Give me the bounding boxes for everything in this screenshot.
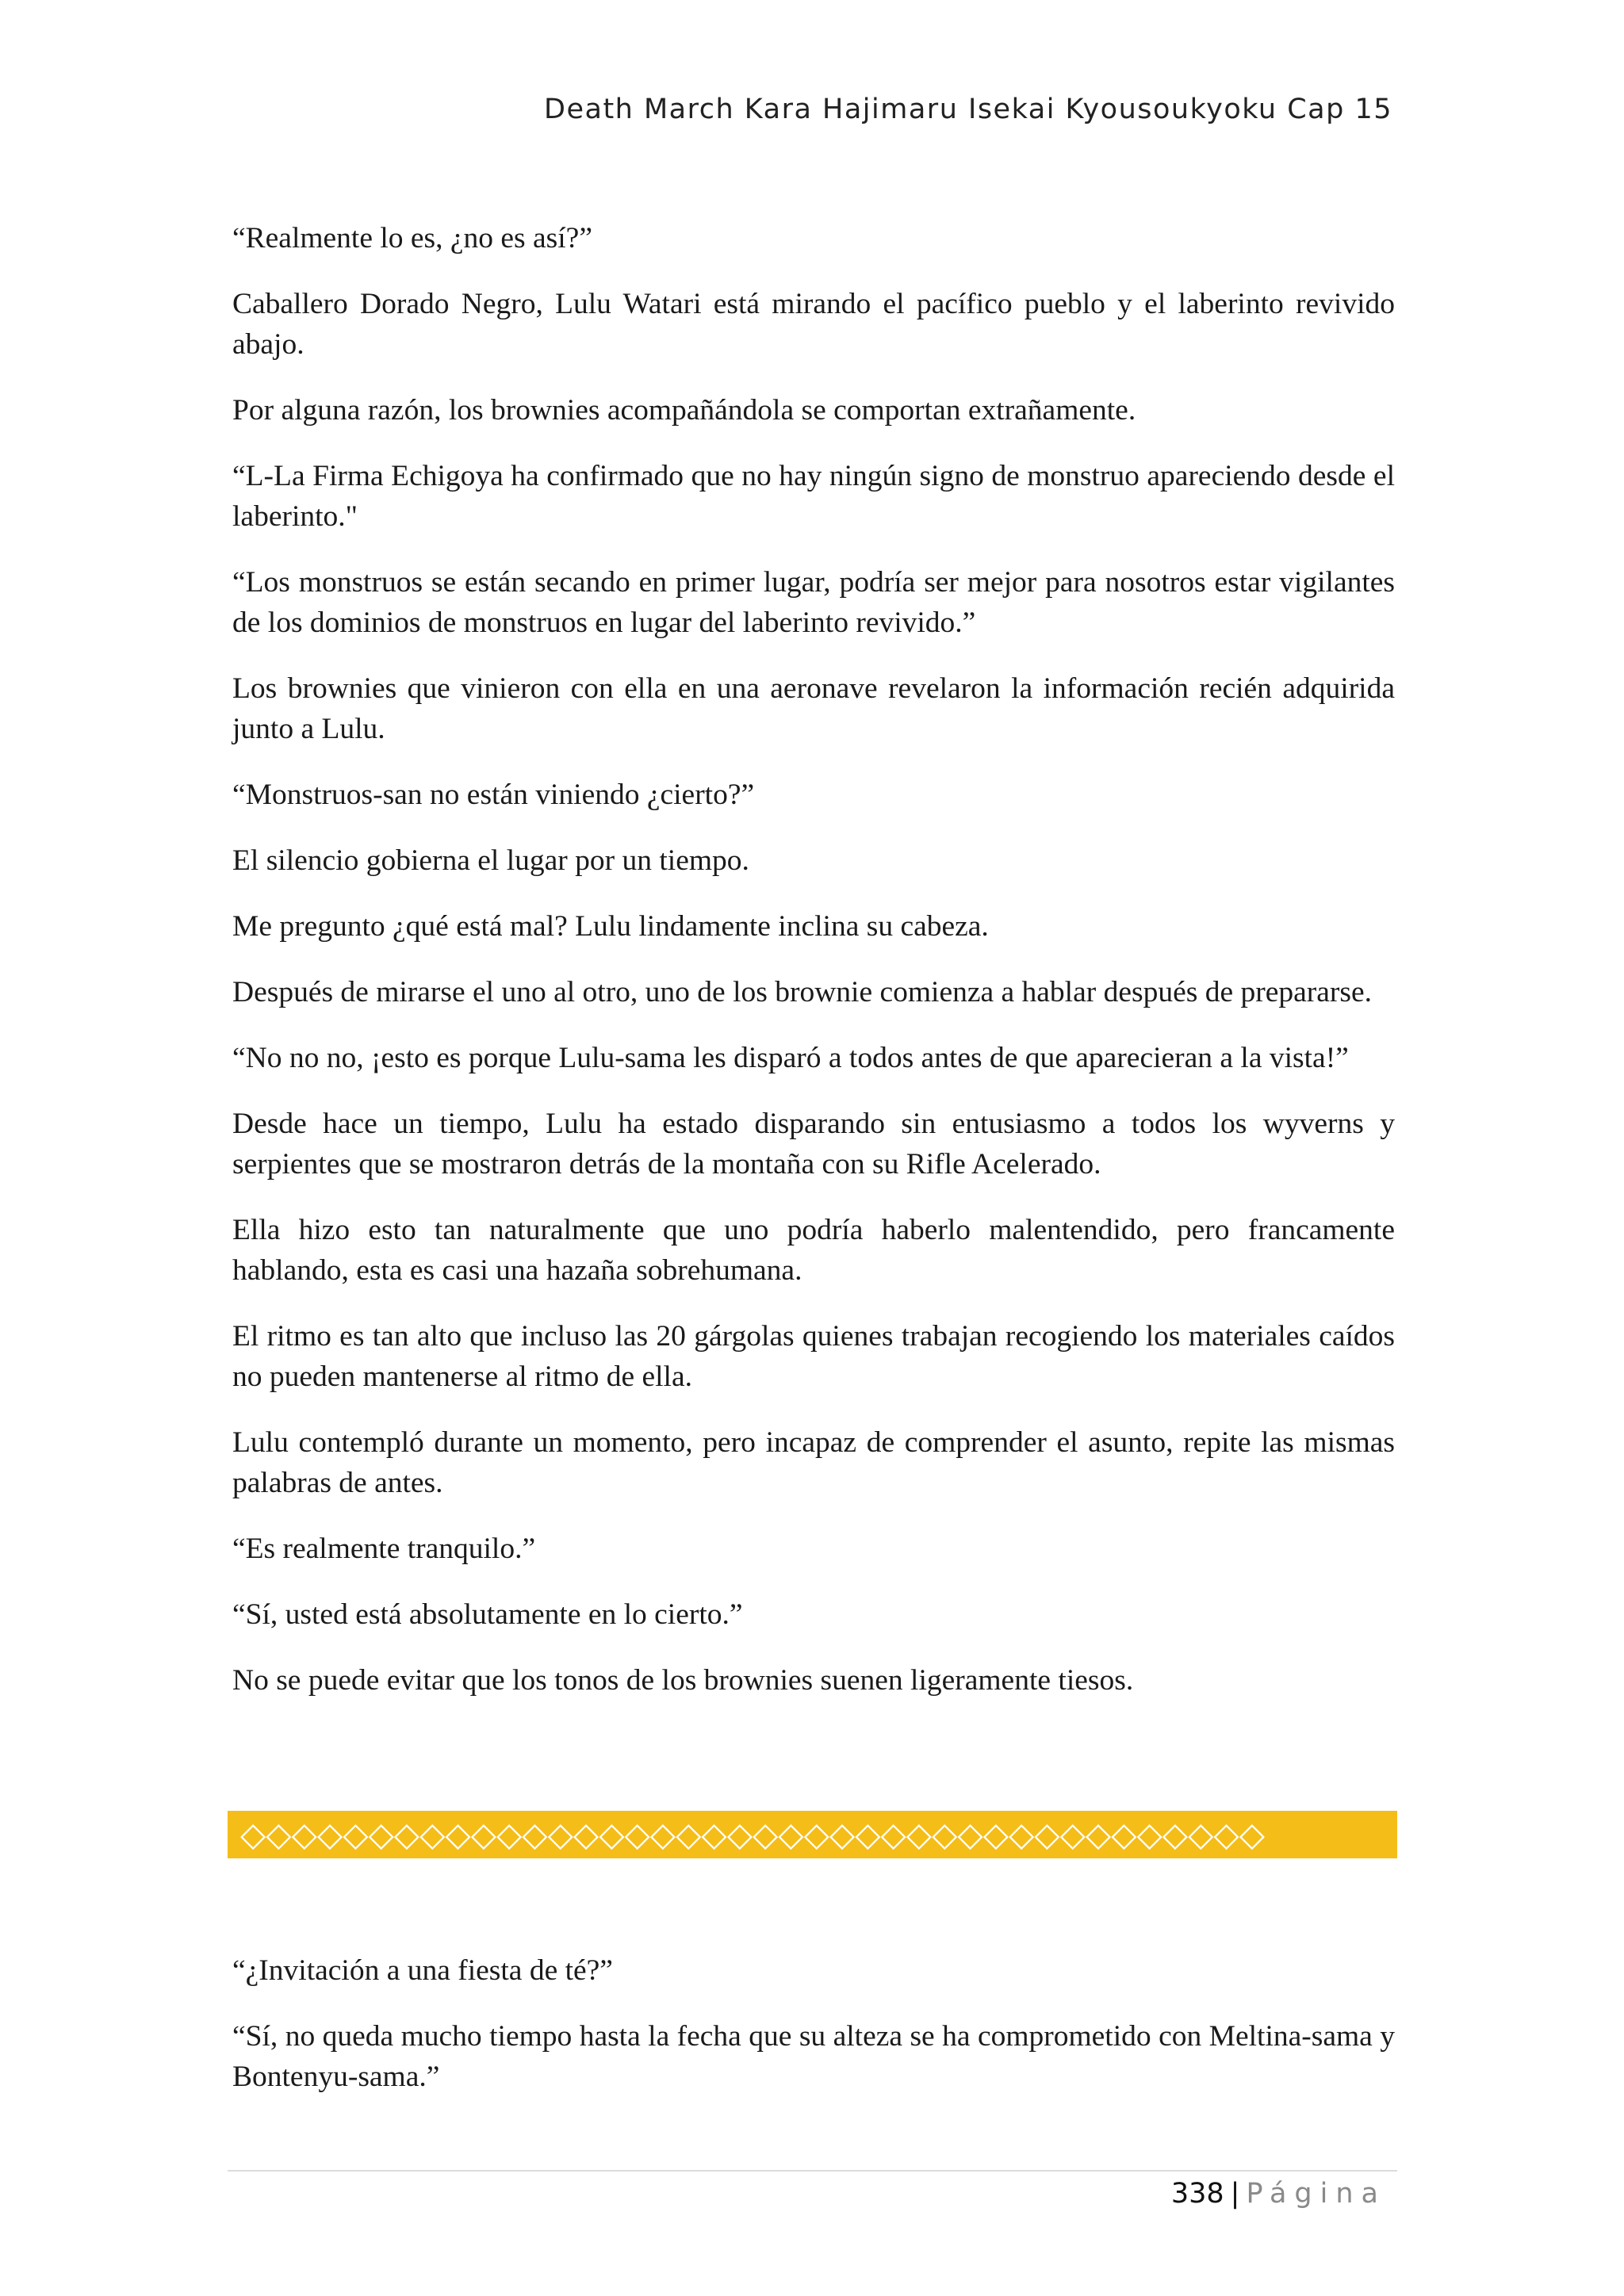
body-text bbox=[232, 218, 1395, 1726]
scene-break-divider: ◇◇◇◇◇◇◇◇◇◇◇◇◇◇◇◇◇◇◇◇◇◇◇◇◇◇◇◇◇◇◇◇◇◇◇◇◇◇◇◇ bbox=[228, 1811, 1397, 1858]
paragraph: El silencio gobierna el lugar por un tiempo. bbox=[232, 844, 749, 877]
paragraph: El ritmo es tan alto que incluso las 20 gárgolas quienes trabajan recogiendo los materiales caídos no pueden mantenerse al ritmo de ella. bbox=[232, 1320, 1395, 1393]
footer-separator: | bbox=[1230, 2178, 1240, 2210]
page-number: 338 bbox=[1170, 2178, 1224, 2210]
paragraph: “No no no, ¡esto es porque Lulu-sama les disparó a todos antes de que aparecieran a la vista!” bbox=[232, 1042, 1349, 1074]
paragraph: Después de mirarse el uno al otro, uno de los brownie comienza a hablar después de prepararse. bbox=[232, 976, 1372, 1008]
paragraph: “Sí, no queda mucho tiempo hasta la fecha que su alteza se ha comprometido con Meltina-sama y Bontenyu-sama.” bbox=[232, 2020, 1395, 2093]
paragraph: Por alguna razón, los brownies acompañándola se comportan extrañamente. bbox=[232, 394, 1136, 427]
paragraph: Me pregunto ¿qué está mal? Lulu lindamente inclina su cabeza. bbox=[232, 910, 989, 943]
paragraph: “¿Invitación a una fiesta de té?” bbox=[232, 1954, 613, 1987]
paragraph: “Realmente lo es, ¿no es así?” bbox=[232, 222, 592, 254]
paragraph: “Monstruos-san no están viniendo ¿cierto?” bbox=[232, 779, 755, 811]
paragraph: “Es realmente tranquilo.” bbox=[232, 1533, 536, 1565]
paragraph: “Sí, usted está absolutamente en lo cierto.” bbox=[232, 1598, 743, 1631]
running-header: Death March Kara Hajimaru Isekai Kyousoukyoku Cap 15 bbox=[544, 94, 1392, 125]
paragraph: Lulu contempló durante un momento, pero incapaz de comprender el asunto, repite las mismas palabras de antes. bbox=[232, 1426, 1395, 1499]
paragraph: Los brownies que vinieron con ella en una aeronave revelaron la información recién adquirida junto a Lulu. bbox=[232, 672, 1395, 745]
footer-rule bbox=[228, 2170, 1397, 2172]
page-label: Página bbox=[1246, 2178, 1386, 2210]
paragraph: “Los monstruos se están secando en primer lugar, podría ser mejor para nosotros estar vigilantes de los dominios de monstruos en lugar del laberinto revivido.” bbox=[232, 566, 1395, 639]
paragraph: Caballero Dorado Negro, Lulu Watari está mirando el pacífico pueblo y el laberinto revivido abajo. bbox=[232, 288, 1395, 361]
page-footer bbox=[1171, 2178, 1386, 2210]
paragraph: Ella hizo esto tan naturalmente que uno podría haberlo malentendido, pero francamente hablando, esta es casi una hazaña sobrehumana. bbox=[232, 1214, 1395, 1287]
paragraph: “L-La Firma Echigoya ha confirmado que no hay ningún signo de monstruo apareciendo desde el laberinto." bbox=[232, 460, 1395, 533]
paragraph: Desde hace un tiempo, Lulu ha estado disparando sin entusiasmo a todos los wyverns y serpientes que se mostraron detrás de la montaña con su Rifle Acelerado. bbox=[232, 1108, 1395, 1181]
body-text-continued bbox=[232, 1950, 1395, 2122]
paragraph: No se puede evitar que los tonos de los brownies suenen ligeramente tiesos. bbox=[232, 1664, 1134, 1697]
